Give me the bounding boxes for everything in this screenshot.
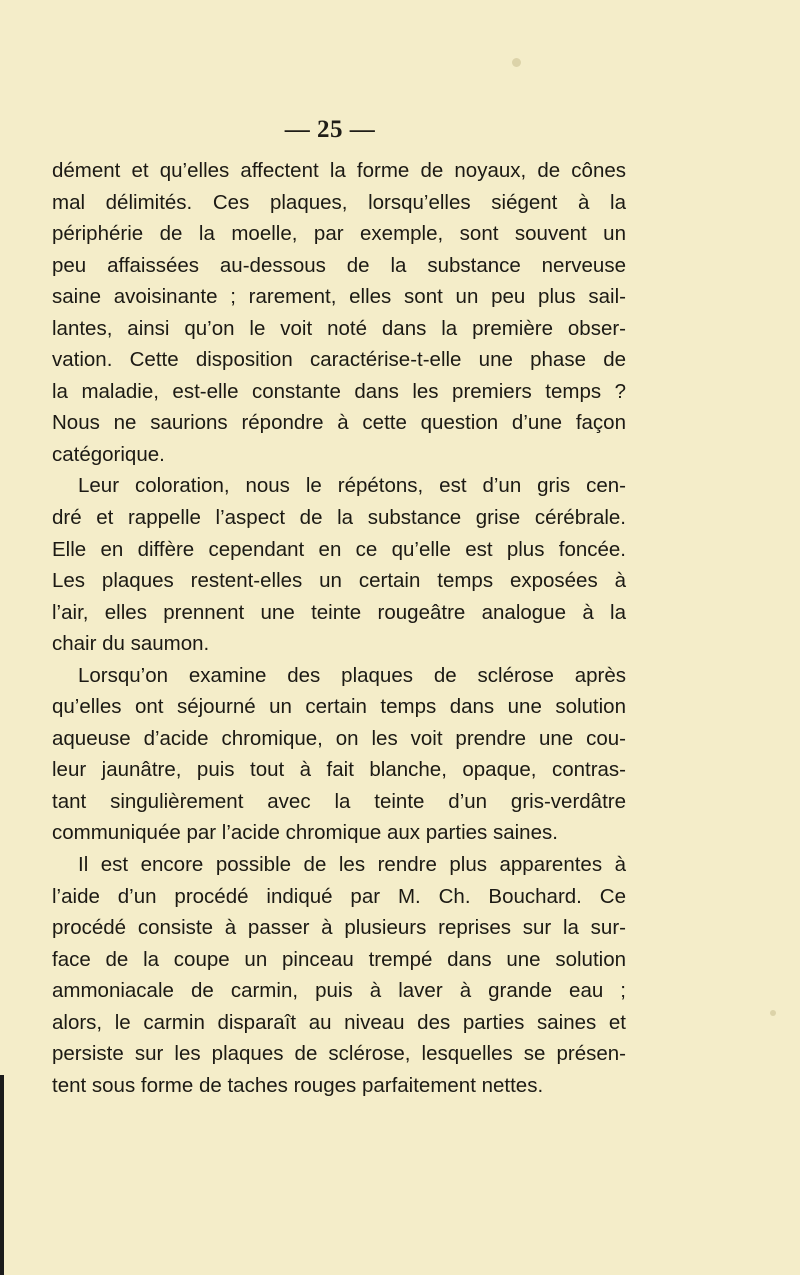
text-line: face de la coupe un pinceau trempé dans une solution (52, 947, 626, 971)
scan-edge-mark (0, 1075, 4, 1275)
page-number: — 25 — (284, 116, 376, 143)
paper-spot (512, 58, 521, 67)
text-line: chair du saumon. (52, 632, 210, 656)
text-line: peu affaissées au-dessous de la substance nerveuse (52, 253, 626, 277)
text-line: persiste sur les plaques de sclérose, lesquelles se présen- (52, 1042, 626, 1066)
text-line: catégorique. (52, 442, 165, 466)
paragraph (52, 470, 626, 659)
paper-spot (770, 1010, 776, 1016)
text-line: tant singulièrement avec la teinte d’un gris-verdâtre (52, 789, 626, 813)
text-line: Nous ne saurions répondre à cette question d’une façon (52, 411, 626, 435)
text-line: aqueuse d’acide chromique, on les voit prendre une cou- (52, 726, 626, 750)
paragraph (52, 849, 626, 1101)
text-line: Leur coloration, nous le répétons, est d’un gris cen- (78, 474, 626, 498)
text-line: dément et qu’elles affectent la forme de noyaux, de cônes (52, 159, 626, 182)
text-line: vation. Cette disposition caractérise-t-elle une phase de (52, 348, 626, 372)
text-line: Lorsqu’on examine des plaques de sclérose après (78, 663, 626, 687)
text-line: leur jaunâtre, puis tout à fait blanche, opaque, contras- (52, 758, 626, 782)
text-line: tent sous forme de taches rouges parfaitement nettes. (52, 1073, 544, 1097)
text-line: la maladie, est-elle constante dans les premiers temps ? (52, 379, 626, 403)
text-line: périphérie de la moelle, par exemple, sont souvent un (52, 222, 626, 246)
body-text (52, 155, 626, 1101)
text-line: lantes, ainsi qu’on le voit noté dans la première obser- (52, 316, 626, 340)
text-line: procédé consiste à passer à plusieurs reprises sur la sur- (52, 916, 626, 940)
text-line: ammoniacale de carmin, puis à laver à grande eau ; (52, 979, 626, 1003)
text-line: Elle en diffère cependant en ce qu’elle est plus foncée. (52, 537, 626, 561)
text-line: dré et rappelle l’aspect de la substance grise cérébrale. (52, 506, 626, 530)
text-line: mal délimités. Ces plaques, lorsqu’elles siégent à la (52, 190, 626, 214)
text-line: saine avoisinante ; rarement, elles sont un peu plus sail- (52, 285, 626, 309)
text-line: l’air, elles prennent une teinte rougeâtre analogue à la (52, 600, 626, 624)
text-line: qu’elles ont séjourné un certain temps dans une solution (52, 695, 626, 719)
text-line: Les plaques restent-elles un certain temps exposées à (52, 569, 626, 593)
paragraph (52, 660, 626, 849)
text-line: Il est encore possible de les rendre plus apparentes à (78, 853, 626, 877)
text-line: communiquée par l’acide chromique aux parties saines. (52, 821, 558, 845)
text-line: alors, le carmin disparaît au niveau des parties saines et (52, 1010, 626, 1034)
paragraph (52, 155, 626, 470)
text-line: l’aide d’un procédé indiqué par M. Ch. Bouchard. Ce (52, 884, 626, 908)
